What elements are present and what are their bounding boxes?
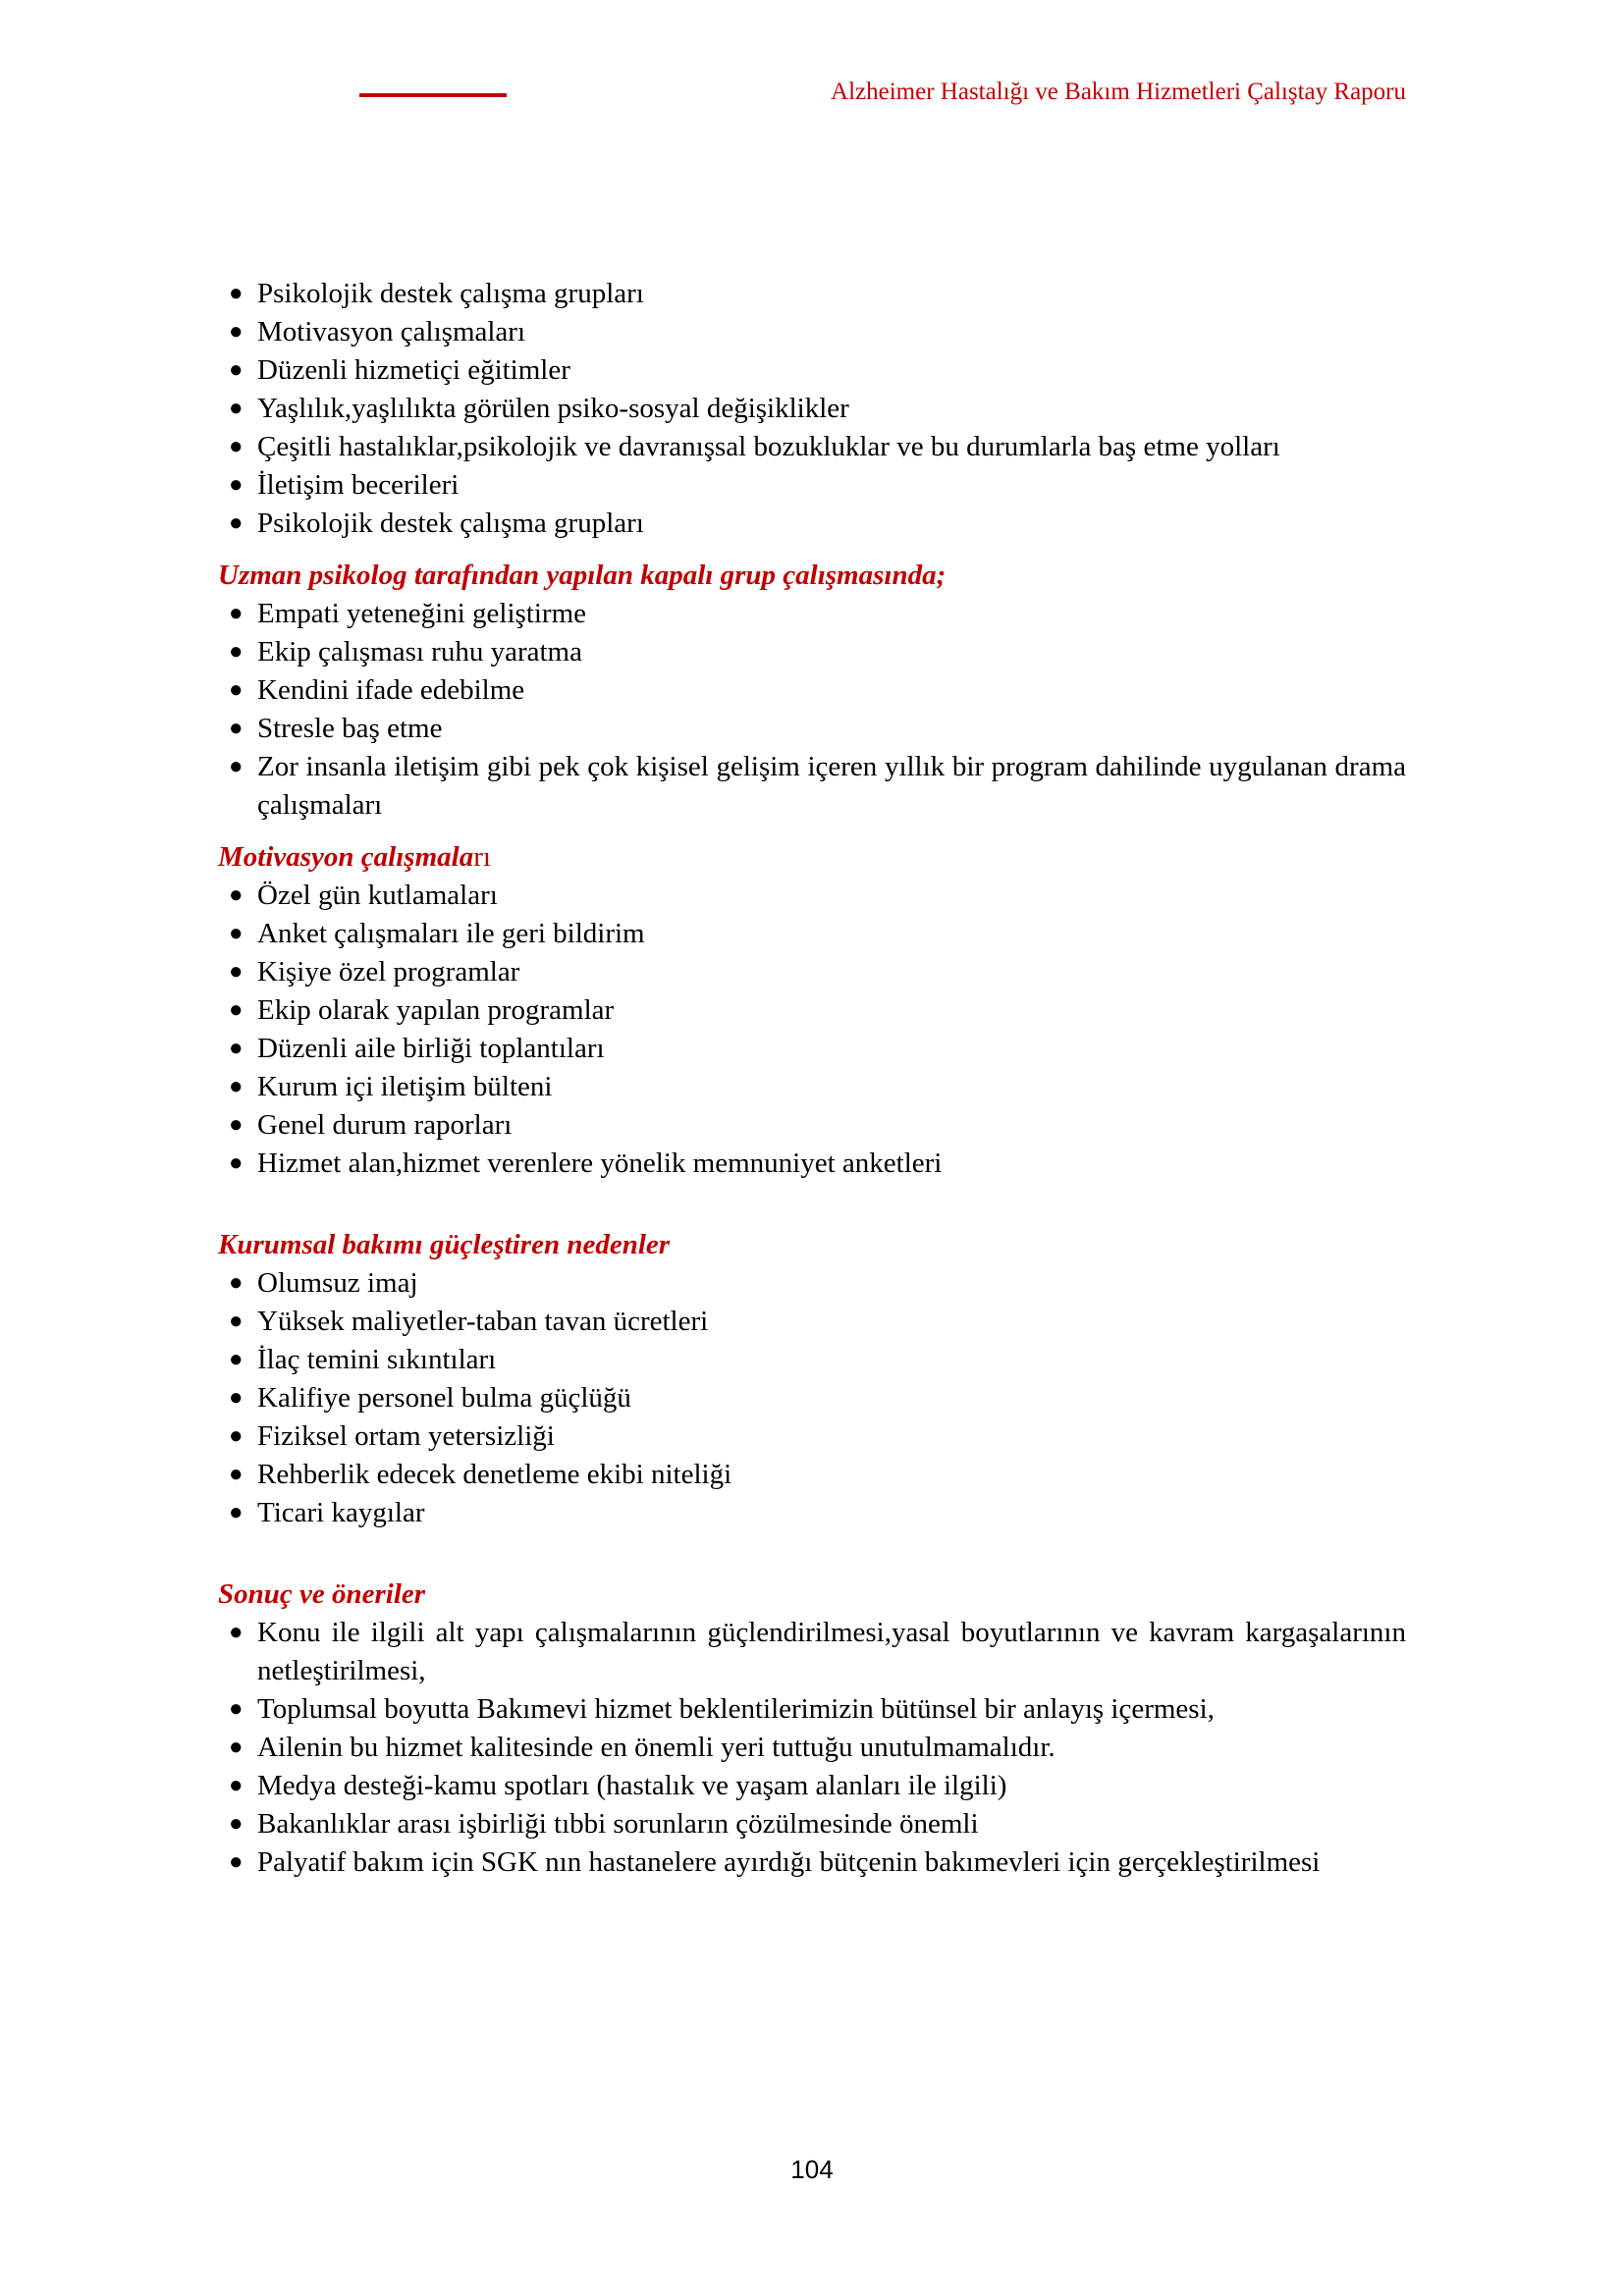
list-item-text: Özel gün kutlamaları bbox=[257, 880, 498, 911]
list-item bbox=[218, 1729, 1406, 1767]
list-item-text: Zor insanla iletişim gibi pek çok kişisel gelişim içeren yıllık bir program dahilinde uygulanan drama çalışmaları bbox=[257, 751, 1406, 821]
bullet-icon: ● bbox=[229, 716, 244, 741]
list-item-text: Kendini ifade edebilme bbox=[257, 674, 525, 706]
list-item-text: Kalifiye personel bulma güçlüğü bbox=[257, 1382, 631, 1414]
list-item-text: Rehberlik edecek denetleme ekibi niteliği bbox=[257, 1459, 732, 1490]
section-heading-conclusions: Sonuç ve öneriler bbox=[218, 1578, 426, 1610]
list-item bbox=[218, 1303, 1406, 1341]
list-item-text: Psikolojik destek çalışma grupları bbox=[257, 278, 644, 309]
list-item-text: Bakanlıklar arası işbirliği tıbbi sorunların çözülmesinde önemli bbox=[257, 1808, 979, 1840]
bullet-icon: ● bbox=[229, 1270, 244, 1296]
bullet-icon: ● bbox=[229, 396, 244, 421]
list-item-text: İletişim becerileri bbox=[257, 469, 460, 501]
header-rule bbox=[359, 93, 507, 97]
list-item-text: Anket çalışmaları ile geri bildirim bbox=[257, 918, 645, 949]
list-item bbox=[218, 1341, 1406, 1379]
bullet-icon: ● bbox=[229, 1696, 244, 1722]
list-item-text: Psikolojik destek çalışma grupları bbox=[257, 507, 644, 539]
list-item bbox=[218, 671, 1406, 710]
bullet-icon: ● bbox=[229, 472, 244, 498]
bullet-icon: ● bbox=[229, 1036, 244, 1061]
list-item bbox=[218, 953, 1406, 991]
list-item bbox=[218, 313, 1406, 351]
list-item bbox=[218, 633, 1406, 671]
bullet-icon: ● bbox=[229, 1462, 244, 1487]
list-item-text: Stresle baş etme bbox=[257, 713, 443, 744]
section-heading-institutional-care: Kurumsal bakımı güçleştiren nedenler bbox=[218, 1229, 671, 1260]
list-item-text: Medya desteği-kamu spotları (hastalık ve yaşam alanları ile ilgili) bbox=[257, 1770, 1007, 1801]
bullet-icon: ● bbox=[229, 997, 244, 1023]
bullet-icon: ● bbox=[229, 1150, 244, 1176]
bullet-icon: ● bbox=[229, 921, 244, 946]
list-item bbox=[218, 710, 1406, 748]
list-item bbox=[218, 505, 1406, 543]
list-item bbox=[218, 1106, 1406, 1145]
running-header-title: Alzheimer Hastalığı ve Bakım Hizmetleri Çalıştay Raporu bbox=[831, 79, 1406, 105]
bullet-icon: ● bbox=[229, 639, 244, 665]
list-item bbox=[218, 877, 1406, 915]
bullet-icon: ● bbox=[229, 1773, 244, 1798]
conclusions-bullet-list bbox=[218, 1614, 1406, 1882]
list-item bbox=[218, 1767, 1406, 1805]
page-content bbox=[218, 275, 1406, 1882]
list-item-text: Ticari kaygılar bbox=[257, 1497, 425, 1528]
section-heading-motivation: Motivasyon çalışmaları bbox=[218, 841, 491, 873]
bullet-icon: ● bbox=[229, 1735, 244, 1760]
bullet-icon: ● bbox=[229, 281, 244, 306]
bullet-icon: ● bbox=[229, 1074, 244, 1099]
list-item-text: Genel durum raporları bbox=[257, 1109, 513, 1141]
bullet-icon: ● bbox=[229, 1811, 244, 1837]
list-item-text: Motivasyon çalışmaları bbox=[257, 316, 526, 347]
list-item-text: Düzenli aile birliği toplantıları bbox=[257, 1033, 605, 1064]
bullet-icon: ● bbox=[229, 1500, 244, 1525]
intro-bullet-list bbox=[218, 275, 1406, 543]
page-number: 104 bbox=[790, 2155, 834, 2184]
list-item-text: Konu ile ilgili alt yapı çalışmalarının güçlendirilmesi,yasal boyutlarının ve kavram kargaşalarının netleştirilmesi, bbox=[257, 1617, 1406, 1686]
bullet-icon: ● bbox=[229, 1347, 244, 1372]
list-item-text: Toplumsal boyutta Bakımevi hizmet beklentilerimizin bütünsel bir anlayış içermesi, bbox=[257, 1693, 1215, 1725]
list-item bbox=[218, 748, 1406, 825]
list-item bbox=[218, 351, 1406, 390]
bullet-icon: ● bbox=[229, 959, 244, 985]
list-item bbox=[218, 915, 1406, 953]
list-item bbox=[218, 1614, 1406, 1690]
list-item bbox=[218, 1417, 1406, 1456]
list-item bbox=[218, 1379, 1406, 1417]
list-item-text: Empati yeteneğini geliştirme bbox=[257, 598, 587, 629]
bullet-icon: ● bbox=[229, 1112, 244, 1138]
list-item bbox=[218, 1805, 1406, 1843]
bullet-icon: ● bbox=[229, 601, 244, 626]
list-item-text: Ekip olarak yapılan programlar bbox=[257, 994, 615, 1026]
bullet-icon: ● bbox=[229, 754, 244, 779]
motivation-bullet-list bbox=[218, 877, 1406, 1183]
list-item-text: Kişiye özel programlar bbox=[257, 956, 520, 988]
list-item bbox=[218, 1145, 1406, 1183]
bullet-icon: ● bbox=[229, 677, 244, 703]
list-item-text: Düzenli hizmetiçi eğitimler bbox=[257, 354, 570, 386]
list-item-text: İlaç temini sıkıntıları bbox=[257, 1344, 497, 1375]
section-heading-psychologist: Uzman psikolog tarafından yapılan kapalı grup çalışmasında; bbox=[218, 560, 947, 591]
list-item-text: Ekip çalışması ruhu yaratma bbox=[257, 636, 582, 667]
list-item bbox=[218, 1690, 1406, 1729]
list-item-text: Hizmet alan,hizmet verenlere yönelik memnuniyet anketleri bbox=[257, 1148, 943, 1179]
list-item-text: Palyatif bakım için SGK nın hastanelere ayırdığı bütçenin bakımevleri için gerçekleştirilmesi bbox=[257, 1846, 1321, 1878]
list-item bbox=[218, 1843, 1406, 1882]
list-item bbox=[218, 428, 1406, 466]
list-item-text: Çeşitli hastalıklar,psikolojik ve davranışsal bozukluklar ve bu durumlarla baş etme yolları bbox=[257, 431, 1280, 462]
list-item bbox=[218, 390, 1406, 428]
bullet-icon: ● bbox=[229, 882, 244, 908]
list-item bbox=[218, 1264, 1406, 1303]
list-item-text: Kurum içi iletişim bülteni bbox=[257, 1071, 553, 1102]
list-item bbox=[218, 1494, 1406, 1532]
bullet-icon: ● bbox=[229, 510, 244, 536]
list-item-text: Ailenin bu hizmet kalitesinde en önemli yeri tuttuğu unutulmamalıdır. bbox=[257, 1732, 1056, 1763]
bullet-icon: ● bbox=[229, 1423, 244, 1449]
bullet-icon: ● bbox=[229, 1385, 244, 1411]
list-item-text: Fiziksel ortam yetersizliği bbox=[257, 1420, 555, 1452]
list-item bbox=[218, 275, 1406, 313]
institutional-care-bullet-list bbox=[218, 1264, 1406, 1532]
list-item-text: Olumsuz imaj bbox=[257, 1267, 418, 1299]
list-item bbox=[218, 1030, 1406, 1068]
list-item-text: Yaşlılık,yaşlılıkta görülen psiko-sosyal değişiklikler bbox=[257, 393, 849, 424]
list-item bbox=[218, 991, 1406, 1030]
bullet-icon: ● bbox=[229, 434, 244, 459]
list-item bbox=[218, 466, 1406, 505]
bullet-icon: ● bbox=[229, 1849, 244, 1875]
bullet-icon: ● bbox=[229, 357, 244, 383]
list-item bbox=[218, 1456, 1406, 1494]
bullet-icon: ● bbox=[229, 1308, 244, 1334]
list-item bbox=[218, 1068, 1406, 1106]
bullet-icon: ● bbox=[229, 1620, 244, 1645]
bullet-icon: ● bbox=[229, 319, 244, 345]
list-item-text: Yüksek maliyetler-taban tavan ücretleri bbox=[257, 1306, 709, 1337]
psychologist-bullet-list bbox=[218, 595, 1406, 825]
list-item bbox=[218, 595, 1406, 633]
